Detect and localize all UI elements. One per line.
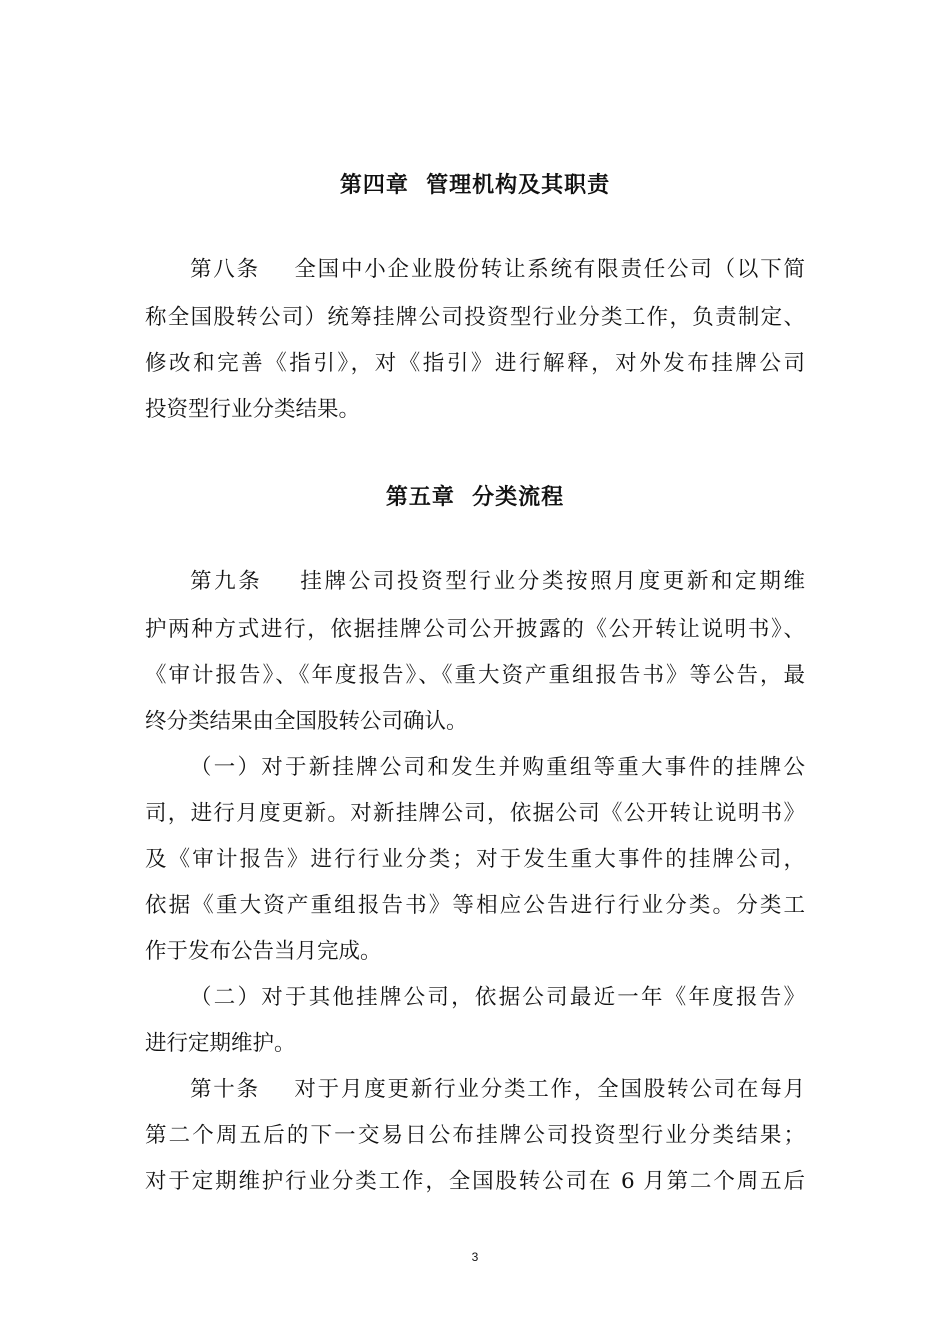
page-number: 3 — [471, 1250, 479, 1264]
item-2-line-1: （二）对于其他挂牌公司，依据公司最近一年《年度报告》 — [190, 985, 805, 1010]
article-8-line-2: 称全国股转公司）统筹挂牌公司投资型行业分类工作，负责制定、 — [145, 305, 805, 330]
item-1-line-4: 依据《重大资产重组报告书》等相应公告进行行业分类。分类工 — [145, 893, 805, 918]
article-9-line-1: 第九条 挂牌公司投资型行业分类按照月度更新和定期维 — [190, 569, 805, 594]
item-1-line-2: 司，进行月度更新。对新挂牌公司，依据公司《公开转让说明书》 — [145, 801, 805, 826]
item-2-line-2: 进行定期维护。 — [145, 1031, 296, 1056]
article-8-line-4: 投资型行业分类结果。 — [145, 397, 361, 422]
item-1-line-5: 作于发布公告当月完成。 — [145, 939, 382, 964]
item-1-line-1: （一）对于新挂牌公司和发生并购重组等重大事件的挂牌公 — [190, 755, 805, 780]
article-9-line-2: 护两种方式进行，依据挂牌公司公开披露的《公开转让说明书》、 — [145, 617, 805, 642]
chapter-4-heading: 第四章 管理机构及其职责 — [339, 173, 611, 198]
article-9-line-4: 终分类结果由全国股转公司确认。 — [145, 709, 468, 734]
article-9-line-3: 《审计报告》、《年度报告》、《重大资产重组报告书》等公告，最 — [145, 663, 805, 688]
article-10-line-3: 对于定期维护行业分类工作，全国股转公司在 6 月第二个周五后 — [145, 1169, 805, 1194]
article-8-line-1: 第八条 全国中小企业股份转让系统有限责任公司（以下简 — [190, 257, 805, 282]
article-10-line-2: 第二个周五后的下一交易日公布挂牌公司投资型行业分类结果； — [145, 1123, 805, 1148]
article-10-line-1: 第十条 对于月度更新行业分类工作，全国股转公司在每月 — [190, 1077, 805, 1102]
chapter-5-heading: 第五章 分类流程 — [385, 485, 565, 510]
article-8-line-3: 修改和完善《指引》，对《指引》进行解释，对外发布挂牌公司 — [145, 351, 805, 376]
item-1-line-3: 及《审计报告》进行行业分类；对于发生重大事件的挂牌公司， — [145, 847, 805, 872]
